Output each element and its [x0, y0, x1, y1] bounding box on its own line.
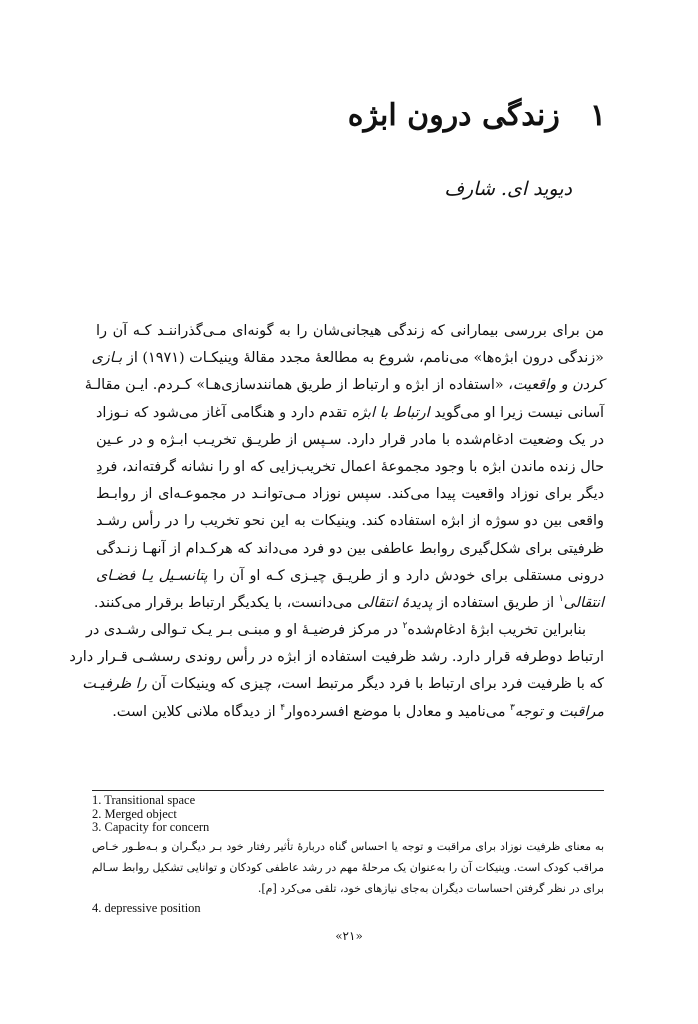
text-run: در یک وضعیت ادغام‌شده با مادر قرار دارد. سـپس از طریـق تخریـب ابـژه و در عـین	[96, 431, 604, 448]
text-run: از طریق استفاده از	[432, 594, 559, 611]
body-line	[96, 508, 604, 535]
footnote-3: 3. Capacity for concern	[92, 820, 210, 834]
body-line	[93, 590, 604, 617]
body-line	[82, 671, 604, 698]
text-run: «زندگی درون ابژه‌ها» می‌نامم، شروع به مطالعهٔ مجدد مقالهٔ وینیکـات (۱۹۷۱) از	[122, 350, 604, 367]
body-line	[85, 617, 604, 644]
footnote-marker: ۱	[558, 594, 564, 605]
chapter-number: ۱	[589, 98, 606, 133]
footnote-marker: ۲	[402, 621, 408, 632]
text-run: بنابراین تخریب ابژهٔ ادغام‌شده	[407, 622, 586, 639]
footnote-4: 4. depressive position	[92, 901, 201, 915]
footnote-marker: ۴	[280, 702, 286, 713]
text-run: ، «استفاده از ابژه و ارتباط از طریق همانندسازی‌هـا» کـردم. ایـن مقالـهٔ	[84, 377, 513, 394]
footnote-2: 2. Merged object	[92, 806, 177, 821]
footnote-1: 1. Transitional space	[92, 793, 196, 807]
body-line	[96, 454, 604, 481]
italic-run: ارتباط با ابژه	[351, 404, 430, 421]
body-line	[96, 481, 604, 508]
text-run: من برای بررسی بیمارانی که زندگی هیجانی‌شان را به گونه‌ای مـی‌گذراننـد کـه آن را	[96, 323, 604, 339]
footnote-marker: ۳	[510, 702, 515, 713]
body-line	[96, 699, 604, 726]
body-line	[84, 372, 604, 399]
footnote-divider	[92, 790, 604, 791]
italic-run: کردن و واقعیت	[512, 377, 604, 394]
text-run: از دیدگاه ملانی کلاین است.	[112, 703, 281, 720]
text-run: حال زنده ماندن ابژه با وجود مجموعهٔ اعمال تخریب‌زایی که او را نشانه گرفته‌اند، فردِ	[96, 458, 604, 475]
text-run: می‌نامید و معادل با موضع افسرده‌وار	[285, 703, 510, 720]
italic-run: بـازی	[91, 350, 123, 367]
italic-run: مراقبت و توجه	[514, 703, 604, 720]
text-run: که با ظرفیت فرد برای ارتباط با فرد دیگر مرتبط است، چیزی که وینیکات آن	[146, 676, 604, 693]
italic-run: انتقالی	[563, 594, 604, 611]
body-line	[96, 536, 604, 563]
footnote-line: برای در نظر گرفتن احساسات دیگران به‌جای نیازهای خود، تلقی می‌کرد [م].	[257, 882, 604, 895]
body-line	[96, 563, 604, 590]
italic-run: پدیدهٔ انتقالی	[356, 594, 433, 611]
text-run: در مرکز فرضیـهٔ او و مبنـی بـر یـک تـوالی رشـدی در	[85, 622, 403, 639]
italic-run: پتانسـیل یـا فضـای	[96, 567, 208, 584]
text-run: واقعی بین دو سوژه از ابژه استفاده کند. وینیکات به این نحو تخریب را در رأس رشـد	[96, 513, 604, 530]
text-run: دیگر برای نوزاد واقعیت پیدا می‌کند. سپس نوزاد مـی‌توانـد در مجموعـه‌ای از روابـط	[96, 486, 604, 503]
footnote-line: مراقب کودک است. وینیکات آن را به‌عنوان یک مرحلهٔ مهم در رشد عاطفی کودکان و توانایی تشکیل روابط سـالم	[91, 861, 604, 874]
footnotes-latin-2	[92, 902, 604, 916]
body-line	[96, 400, 604, 427]
page-number: «۲۱»	[335, 929, 363, 943]
text-run: آسانی نیست زیرا او می‌گوید	[429, 404, 605, 421]
footnotes-latin	[92, 794, 604, 835]
footnote-line: به معنای ظرفیت نوزاد برای مراقبت و توجه یا احساس گناه دربارهٔ تأثیر رفتار خود بـر دیگـران و بـه‌طـور خـاص	[92, 840, 604, 853]
chapter-title: زندگی درون ابژه	[347, 98, 560, 133]
body-line	[96, 427, 604, 454]
body-line	[91, 345, 604, 372]
text-run: ظرفیتی برای شکل‌گیری روابط عاطفی بین دو فرد می‌داند که هرکـدام از آنهـا زنـدگی	[96, 540, 604, 557]
chapter-heading	[348, 96, 606, 136]
body-line	[69, 644, 604, 671]
text-run: می‌دانست، با یکدیگر ارتباط برقرار می‌کنند.	[93, 594, 357, 611]
italic-run: را ظرفیـت	[82, 676, 147, 693]
footnote-3-explanation	[92, 836, 604, 899]
author-name: دیوید ای. شارف	[444, 178, 572, 200]
text-run: درونی مستقلی برای خودش دارد و از طریـق چیـزی کـه او آن را	[207, 567, 604, 584]
text-run: ارتباط دوطرفه قرار دارد. رشد ظرفیت استفاده از ابژه در رأس روندی رسشـی قـرار دارد	[69, 649, 604, 666]
body-line	[96, 318, 604, 345]
body-text	[69, 318, 605, 726]
text-run: تقدم دارد و هنگامی آغاز می‌شود که نـوزاد	[96, 404, 352, 421]
